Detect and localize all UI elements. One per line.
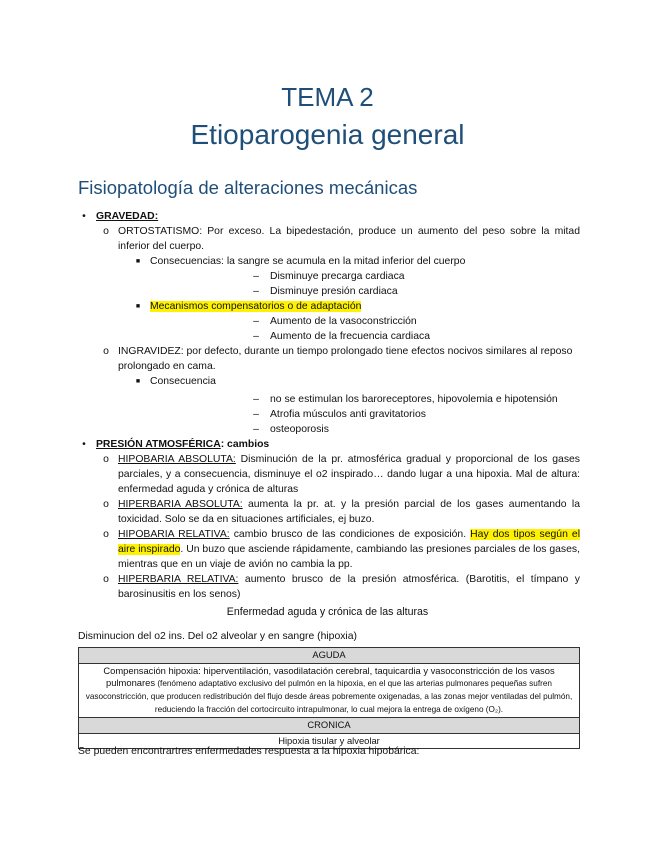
term-label: HIPERBARIA ABSOLUTA: bbox=[118, 499, 243, 510]
list-item bbox=[78, 422, 580, 437]
table-row bbox=[79, 648, 580, 664]
subheading: Enfermedad aguda y crónica de las alturas bbox=[226, 606, 429, 618]
bullet-dash-icon: – bbox=[253, 331, 259, 342]
bullet-dash-icon: – bbox=[253, 271, 259, 282]
paragraph: Disminucion del o2 ins. Del o2 alveolar y en sangre (hipoxia) bbox=[78, 631, 357, 642]
list-item-text: Consecuencias: la sangre se acumula en la mitad inferior del cuerpo bbox=[150, 256, 466, 267]
list-item bbox=[78, 437, 580, 452]
table-cell-note: (fenómeno adaptativo exclusivo del pulmón en la hipoxia, en el que las arterias pulmonares pequeñas sufren vasoconstricción, que producen redistribución del flujo desde áreas pobremente oxigenadas, a las zonas mejor ventiladas del pulmón, reduciendo la fracción del cortocircuito intrapulmonar, lo cual mejora la entrega de oxígeno (O₂). bbox=[85, 679, 573, 714]
list-item bbox=[78, 269, 580, 284]
list-item-text: Aumento de la vasoconstricción bbox=[270, 316, 417, 327]
table-cell-text: Compensación hipoxia: hiperventilación, vasodilatación cerebral, taquicardia y vasoconstricción de los vasos pulmonares bbox=[103, 664, 555, 688]
bullet-list bbox=[78, 209, 580, 602]
list-item bbox=[78, 209, 580, 224]
table-header-cronica: CRONICA bbox=[79, 718, 580, 734]
list-item bbox=[78, 572, 580, 602]
list-item bbox=[78, 527, 580, 572]
list-item-label: PRESIÓN ATMOSFÉRICA bbox=[96, 439, 221, 450]
list-item bbox=[78, 299, 580, 314]
list-item-label: GRAVEDAD: bbox=[96, 211, 159, 222]
list-item-text: INGRAVIDEZ: por defecto, durante un tiempo prolongado tiene efectos nocivos similares al reposo prolongado en cama. bbox=[118, 346, 573, 372]
term-label: HIPOBARIA RELATIVA: bbox=[118, 529, 230, 540]
bullet-dash-icon: – bbox=[253, 409, 259, 420]
bullet-circle-icon: o bbox=[103, 226, 109, 237]
list-item bbox=[78, 497, 580, 527]
table-cell: Hipoxia tisular y alveolar bbox=[79, 733, 580, 749]
bullet-circle-icon: o bbox=[103, 574, 109, 585]
highlighted-text: Hay dos tipos según el aire inspirado bbox=[118, 529, 581, 555]
term-label: HIPERBARIA RELATIVA: bbox=[118, 574, 239, 585]
list-item-text: : cambios bbox=[220, 439, 270, 450]
table-row bbox=[79, 718, 580, 734]
table-header-aguda: AGUDA bbox=[79, 648, 580, 664]
table-cell bbox=[79, 663, 580, 718]
term-text: Disminución de la pr. atmosférica gradual y proporcional de los gases parciales, y a consecuencia, disminuye el o2 inspirado… dando lugar a una hipoxia. Mal de altura: enfermedad aguda y crónica de alturas bbox=[118, 454, 580, 495]
list-item-text: Disminuye presión cardiaca bbox=[270, 286, 398, 297]
bullet-dot-icon: • bbox=[82, 211, 86, 222]
term-text: . Un buzo que asciende rápidamente, cambiando las presiones parciales de los gases, mientras que en un viaje de avión no cambia la pp. bbox=[118, 544, 580, 570]
list-item bbox=[78, 224, 580, 254]
bullet-square-icon: ■ bbox=[135, 303, 141, 310]
list-item bbox=[78, 374, 580, 389]
list-item bbox=[78, 284, 580, 299]
list-item bbox=[78, 392, 580, 407]
bullet-dash-icon: – bbox=[253, 394, 259, 405]
list-item bbox=[78, 452, 580, 497]
term-text: cambio brusco de las condiciones de exposición. bbox=[229, 529, 471, 540]
bullet-circle-icon: o bbox=[103, 346, 109, 357]
list-item-text: ORTOSTATISMO: Por exceso. La bipedestación, produce un aumento del peso sobre la mitad inferior del cuerpo. bbox=[118, 226, 580, 252]
term-text: aumento brusco de la presión atmosférica. (Barotitis, el tímpano y barosinusitis en los senos) bbox=[118, 574, 580, 600]
section-title: Fisiopatología de alteraciones mecánicas bbox=[78, 177, 418, 198]
bullet-dash-icon: – bbox=[253, 286, 259, 297]
bullet-dot-icon: • bbox=[82, 439, 86, 450]
bullet-circle-icon: o bbox=[103, 454, 109, 465]
list-item bbox=[78, 254, 580, 269]
table-row bbox=[79, 663, 580, 718]
doc-title-line2: Etioparogenia general bbox=[190, 119, 465, 150]
altitude-table bbox=[78, 647, 580, 749]
highlighted-text: Mecanismos compensatorios o de adaptación bbox=[150, 301, 362, 312]
list-item bbox=[78, 344, 580, 374]
list-item bbox=[78, 314, 580, 329]
bullet-dash-icon: – bbox=[253, 424, 259, 435]
bullet-dash-icon: – bbox=[253, 316, 259, 327]
list-item bbox=[78, 329, 580, 344]
doc-title-line1: TEMA 2 bbox=[281, 82, 374, 112]
list-item-text: no se estimulan los baroreceptores, hipovolemia e hipotensión bbox=[270, 394, 558, 405]
list-item-text: osteoporosis bbox=[270, 424, 329, 435]
bullet-circle-icon: o bbox=[103, 529, 109, 540]
list-item-text: Consecuencia bbox=[150, 376, 216, 387]
list-item-text: Aumento de la frecuencia cardiaca bbox=[270, 331, 430, 342]
list-item-text: Disminuye precarga cardiaca bbox=[270, 271, 405, 282]
list-item-text: Atrofia músculos anti gravitatorios bbox=[270, 409, 426, 420]
term-label: HIPOBARIA ABSOLUTA: bbox=[118, 454, 236, 465]
list-item bbox=[78, 407, 580, 422]
bullet-circle-icon: o bbox=[103, 499, 109, 510]
bullet-square-icon: ■ bbox=[135, 378, 141, 385]
bullet-square-icon: ■ bbox=[135, 258, 141, 265]
term-text: aumenta la pr. at. y la presión parcial de los gases aumentando la toxicidad. Solo se da en situaciones artificiales, ej buzo. bbox=[118, 499, 580, 525]
paragraph: Se pueden encontrartres enfermedades respuesta a la hipoxia hipobárica: bbox=[78, 746, 420, 757]
